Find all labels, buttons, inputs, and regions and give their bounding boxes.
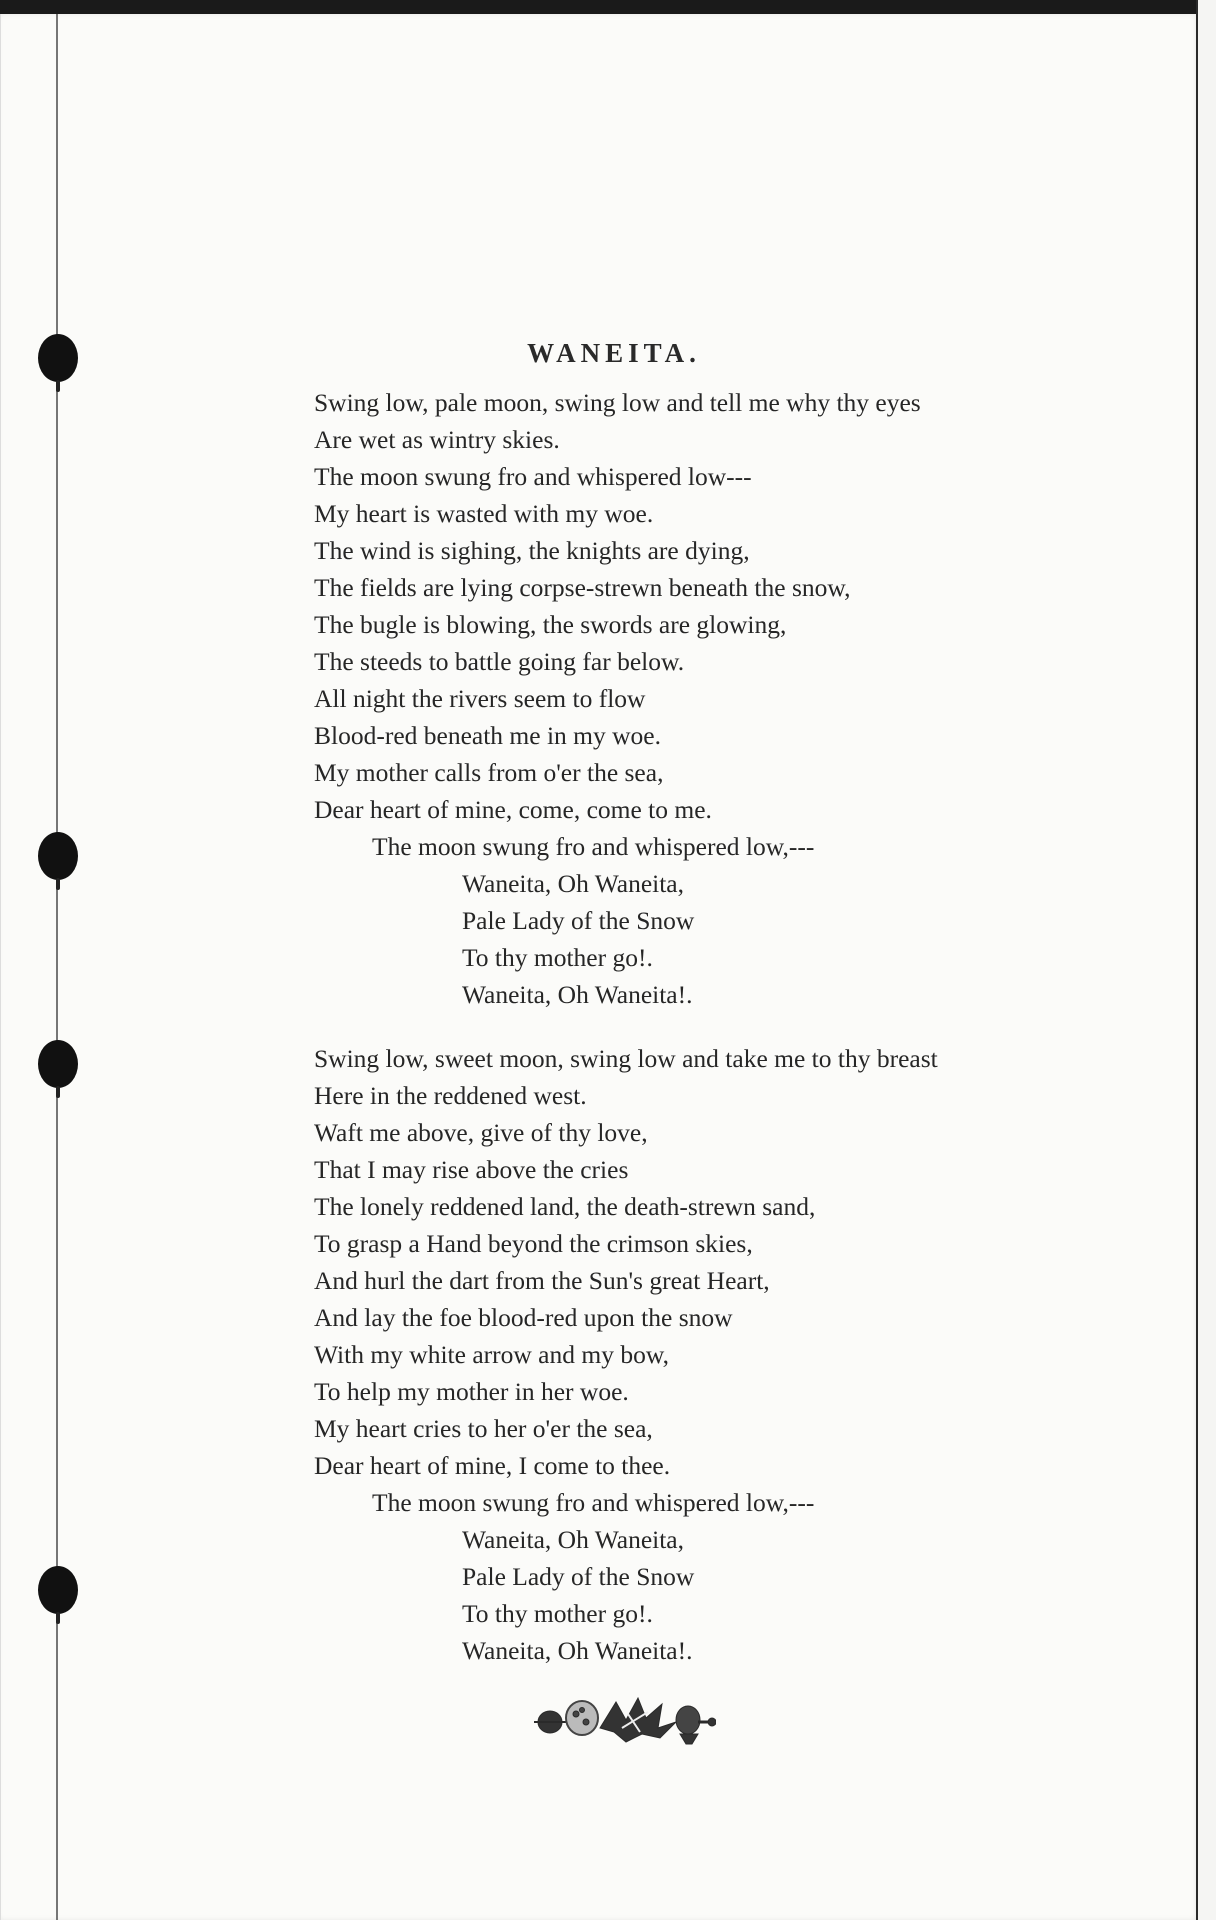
- poem-line: To help my mother in her woe.: [314, 1377, 629, 1406]
- poem-line: And hurl the dart from the Sun's great Heart,: [314, 1266, 770, 1295]
- poem-line: Waneita, Oh Waneita,: [462, 869, 685, 898]
- binding-line: [56, 14, 58, 1920]
- stanza-2: [314, 1040, 938, 1669]
- poem-line: Waneita, Oh Waneita!.: [462, 1636, 693, 1665]
- poem-line: And lay the foe blood-red upon the snow: [314, 1303, 733, 1332]
- poem-line: My mother calls from o'er the sea,: [314, 758, 664, 787]
- poem-line: Waft me above, give of thy love,: [314, 1118, 648, 1147]
- binding-hole-icon: [38, 832, 78, 880]
- poem-line: Waneita, Oh Waneita!.: [462, 980, 693, 1009]
- poem-title: WANEITA.: [527, 338, 701, 368]
- poem-line: My heart cries to her o'er the sea,: [314, 1414, 653, 1443]
- poem-line: The moon swung fro and whispered low,---: [372, 832, 815, 861]
- poem-line: Swing low, sweet moon, swing low and take me to thy breast: [314, 1044, 938, 1073]
- poem-line: To grasp a Hand beyond the crimson skies,: [314, 1229, 753, 1258]
- poem-line: Swing low, pale moon, swing low and tell me why thy eyes: [314, 388, 921, 417]
- poem-line: To thy mother go!.: [462, 943, 653, 972]
- poem-line: The wind is sighing, the knights are dying,: [314, 536, 750, 565]
- poem-line: The lonely reddened land, the death-strewn sand,: [314, 1192, 816, 1221]
- binding-hole-icon: [38, 1040, 78, 1088]
- poem-line: The fields are lying corpse-strewn beneath the snow,: [314, 573, 851, 602]
- poem-line: All night the rivers seem to flow: [314, 684, 646, 713]
- poem-line: My heart is wasted with my woe.: [314, 499, 654, 528]
- page-edge: [1196, 0, 1216, 1920]
- poem-line: Pale Lady of the Snow: [462, 1562, 695, 1591]
- poem-line: The steeds to battle going far below.: [314, 647, 685, 676]
- poem-line: To thy mother go!.: [462, 1599, 653, 1628]
- poem-line: Are wet as wintry skies.: [314, 425, 560, 454]
- poem-line: Dear heart of mine, come, come to me.: [314, 795, 712, 824]
- poem-line: The moon swung fro and whispered low---: [314, 462, 752, 491]
- poem-line: That I may rise above the cries: [314, 1155, 629, 1184]
- poem-line: Blood-red beneath me in my woe.: [314, 721, 661, 750]
- poem-line: The bugle is blowing, the swords are glowing,: [314, 610, 787, 639]
- poem-line: Dear heart of mine, I come to thee.: [314, 1451, 671, 1480]
- poem-line: With my white arrow and my bow,: [314, 1340, 669, 1369]
- poem-line: The moon swung fro and whispered low,---: [372, 1488, 815, 1517]
- binding-hole-icon: [38, 1566, 78, 1614]
- stanza-1: [314, 384, 921, 1013]
- poem-line: Here in the reddened west.: [314, 1081, 587, 1110]
- poem-line: Pale Lady of the Snow: [462, 906, 695, 935]
- floral-thistle-ornament-icon: [530, 1692, 716, 1748]
- poem-line: Waneita, Oh Waneita,: [462, 1525, 685, 1554]
